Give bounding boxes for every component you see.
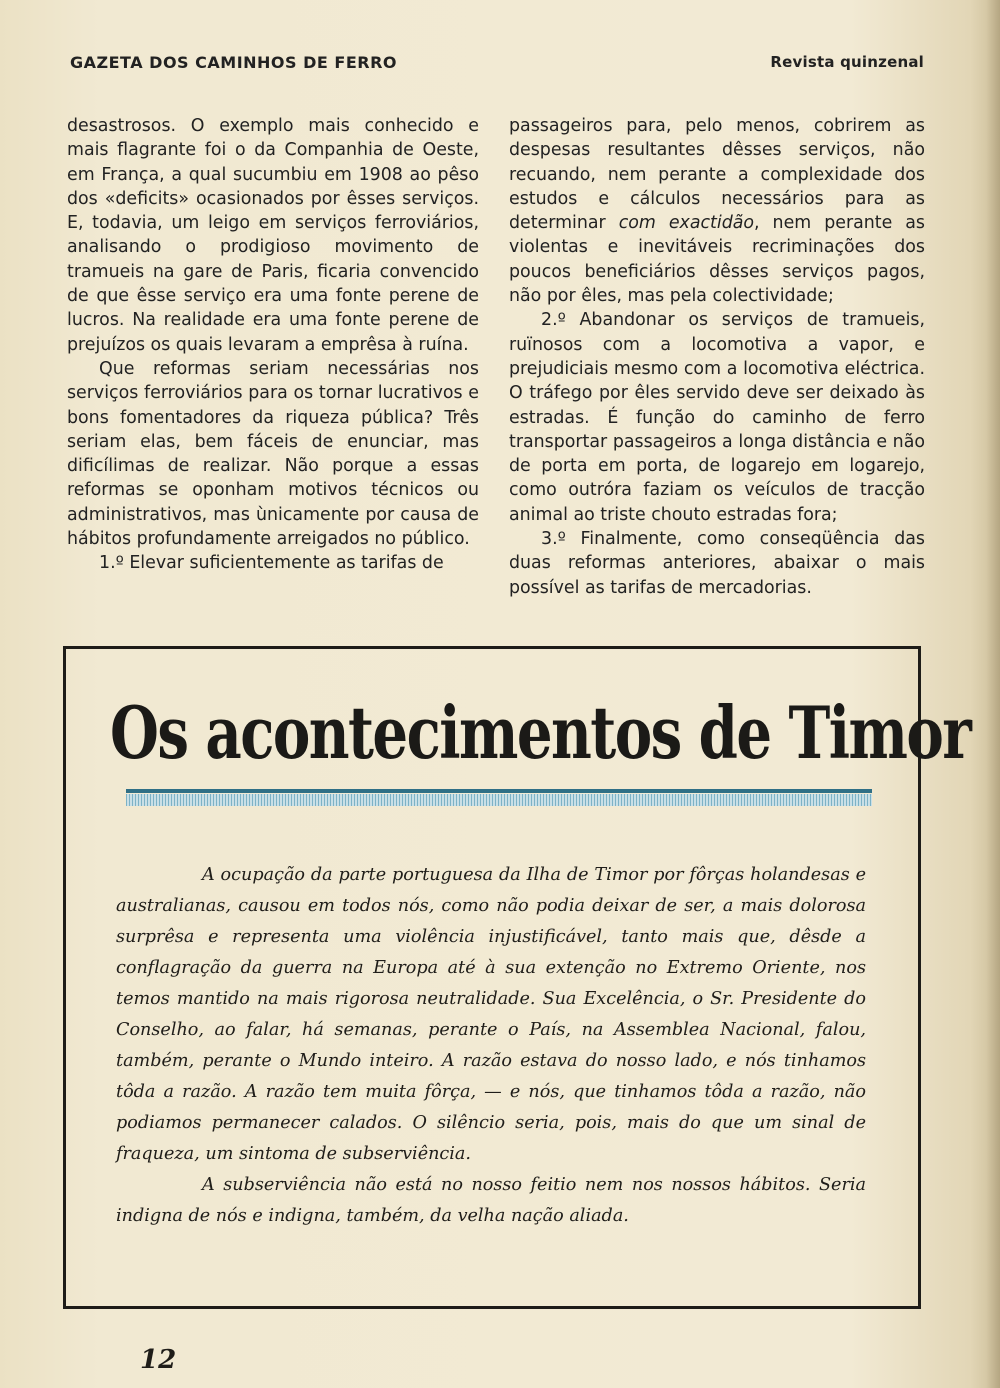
right-paragraph-1-start: passageiros para, pelo menos, cobrirem as despesas resultantes dêsses serviços, não recuando, nem perante a complexidade dos estudos e cálculos necessários para as determinar — [509, 116, 925, 234]
right-paragraph-1-italic: com exactidão — [618, 213, 755, 234]
page-edge-shadow — [986, 0, 1000, 1388]
left-paragraph-2: Que reformas seriam necessárias nos serviços ferroviários para os tornar lucrativos e bons fomentadores da riqueza pública? Três seriam elas, bem fáceis de enunciar, mas dificílimas de realizar. Não porque a essas reformas se oponham motivos técnicos ou administrativos, mas ùnicamente por causa de hábitos profundamente arreigados no público. — [67, 358, 479, 550]
right-paragraph-1 — [509, 114, 925, 308]
boxed-paragraph-2: A subserviência não está no nosso feitio nem nos nossos hábitos. Seria indigna de nós e indigna, também, da velha nação aliada. — [116, 1175, 866, 1226]
left-column — [67, 114, 479, 576]
publication-subtitle: Revista quinzenal — [770, 53, 924, 71]
title-rule-hatched — [126, 794, 872, 806]
title-rule-dark — [126, 789, 872, 793]
right-paragraph-3: 3.º Finalmente, como conseqüência das duas reformas anteriores, abaixar o mais possível as tarifas de mercadorias. — [509, 529, 925, 598]
right-column — [509, 114, 925, 600]
publication-title: GAZETA DOS CAMINHOS DE FERRO — [70, 53, 398, 72]
boxed-paragraph-1: A ocupação da parte portuguesa da Ilha de Timor por fôrças holandesas e australianas, causou em todos nós, como não podia deixar de ser, a mais dolorosa surprêsa e representa uma violência injustificável, tanto mais que, dêsde a conflagração da guerra na Europa até à sua extenção no Extremo Oriente, nos temos mantido na mais rigorosa neutralidade. Sua Excelência, o Sr. Presidente do Conselho, ao falar, há semanas, perante o País, na Assemblea Nacional, falou, também, perante o Mundo inteiro. A razão estava do nosso lado, e nós tinhamos tôda a razão. A razão tem muita fôrça, — e nós, que tinhamos tôda a razão, não podiamos permanecer calados. O silêncio seria, pois, mais do que um sinal de fraqueza, um sintoma de subserviência. — [116, 865, 866, 1164]
boxed-article-title: Os acontecimentos de Timor — [110, 690, 971, 775]
left-paragraph-1: desastrosos. O exemplo mais conhecido e mais flagrante foi o da Companhia de Oeste, em França, a qual sucumbiu em 1908 ao pêso dos «deficits» ocasionados por êsses serviços. E, todavia, um leigo em serviços ferroviários, analisando o prodigioso movimento de tramueis na gare de Paris, ficaria convencido de que êsse serviço era uma fonte perene de lucros. Na realidade era uma fonte perene de prejuízos os quais levaram a emprêsa à ruína. — [67, 116, 479, 355]
right-paragraph-1-end: , nem perante as violentas e inevitáveis recriminações dos poucos beneficiários dêsses serviços pagos, não por êles, mas pela colectividade; — [509, 213, 925, 307]
left-paragraph-3: 1.º Elevar suficientemente as tarifas de — [99, 553, 444, 574]
right-paragraph-2: 2.º Abandonar os serviços de tramueis, ruïnosos com a locomotiva a vapor, e prejudiciais mesmo com a locomotiva eléctrica. O tráfego por êles servido deve ser deixado às estradas. É função do caminho de ferro transportar passageiros a longa distância e não de porta em porta, de logarejo em logarejo, como outróra faziam os veículos de tracção animal ao triste chouto estradas fora; — [509, 310, 925, 525]
page-number: 12 — [140, 1345, 177, 1375]
boxed-article-body — [116, 860, 866, 1232]
